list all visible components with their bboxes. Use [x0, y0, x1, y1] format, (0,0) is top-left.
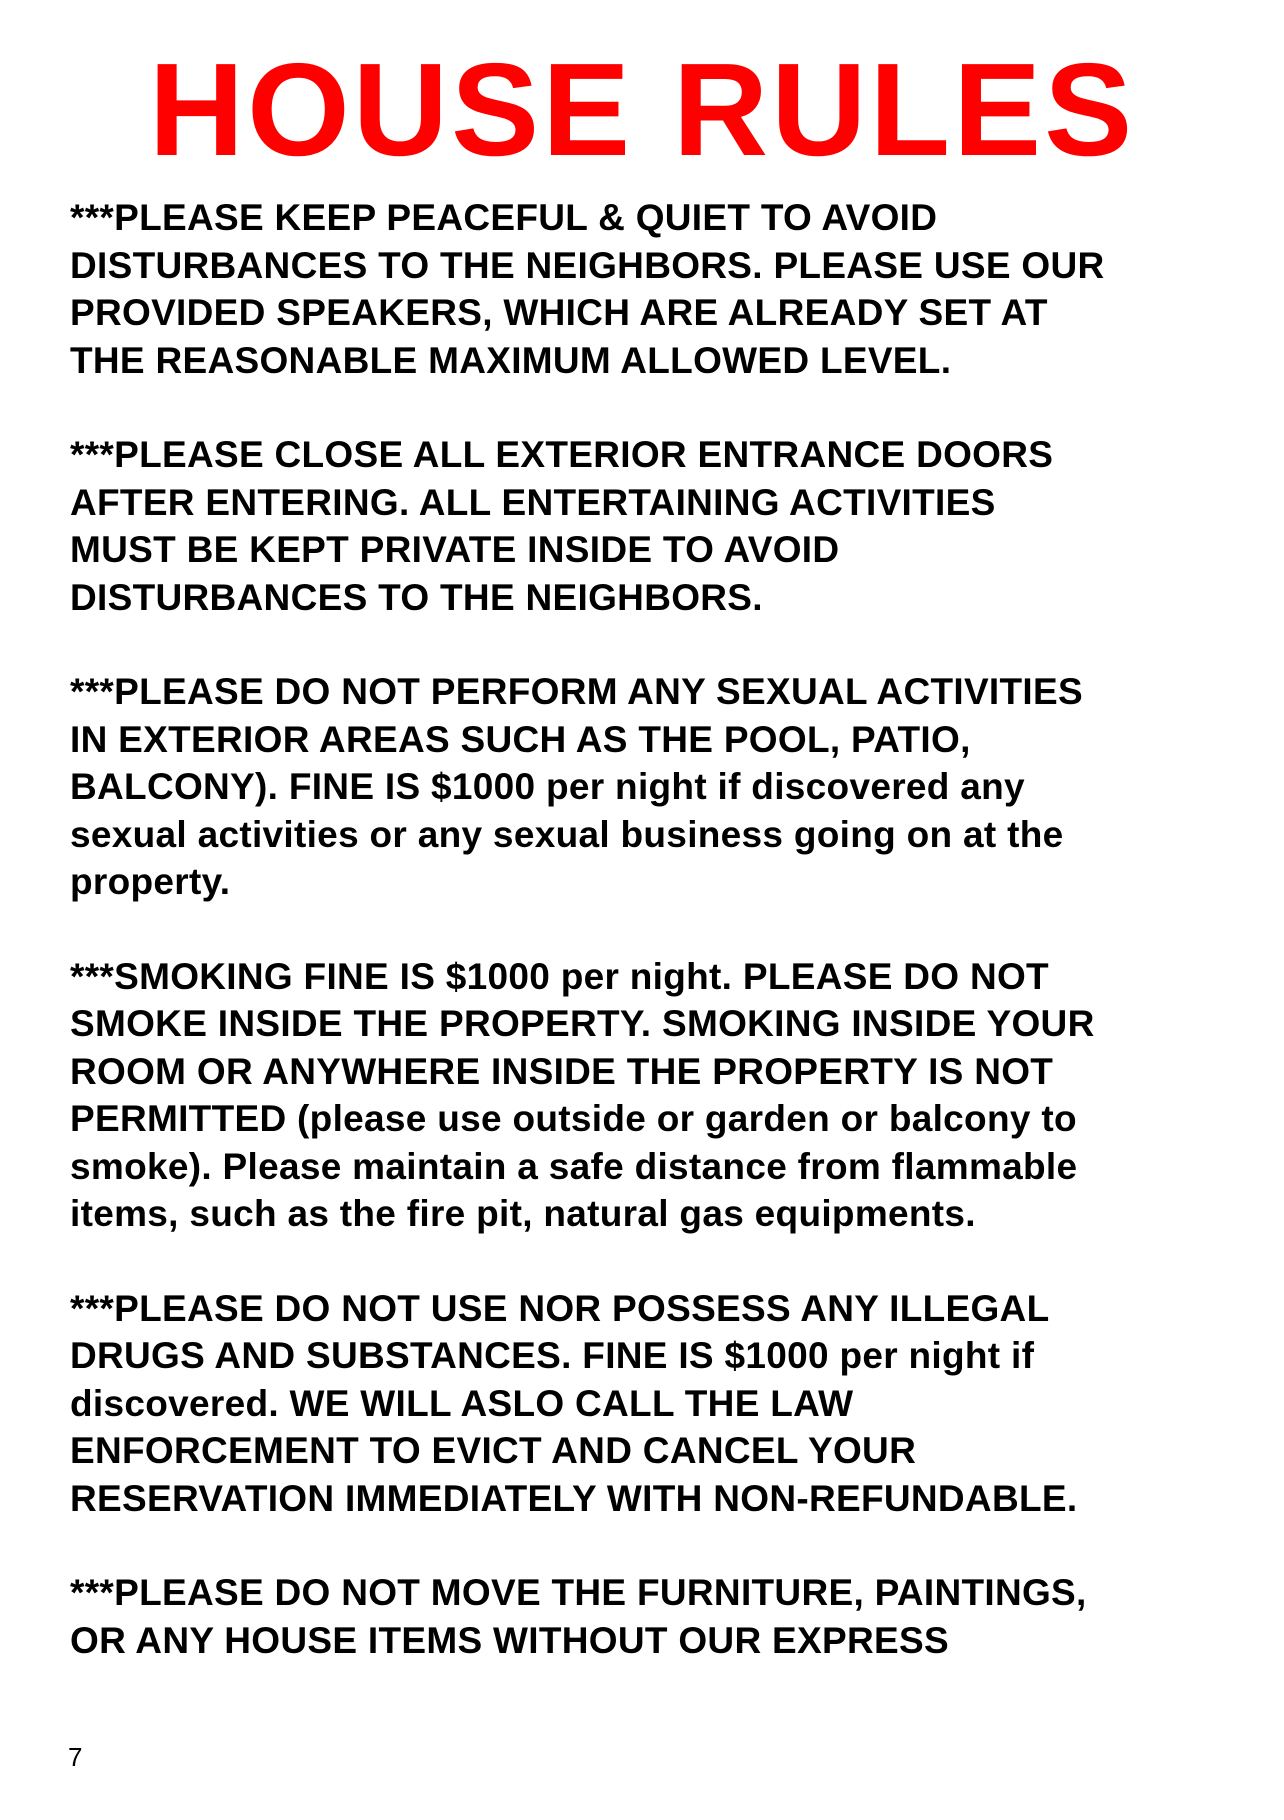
rule-line: IN EXTERIOR AREAS SUCH AS THE POOL, PATIO,: [70, 718, 971, 760]
rule-line: property.: [70, 861, 231, 902]
rule-line: SMOKE INSIDE THE PROPERTY. SMOKING INSIDE YOUR: [70, 1003, 1095, 1044]
rule-line: sexual activities or any sexual business going on at the: [70, 813, 1064, 855]
rule-line: smoke). Please maintain a safe distance from flammable: [70, 1145, 1078, 1187]
rule-line: PERMITTED (please use outside or garden or balcony to: [70, 1098, 1077, 1139]
rule-paragraph: [70, 953, 1220, 1238]
rule-paragraph: [70, 668, 1220, 906]
rule-paragraph: [70, 1285, 1220, 1523]
rules-list: [70, 194, 1220, 1711]
rule-line: ***SMOKING FINE IS $1000 per night. PLEASE DO NOT: [70, 955, 1049, 997]
rule-paragraph: [70, 431, 1220, 621]
rule-line: ***PLEASE DO NOT USE NOR POSSESS ANY ILLEGAL: [70, 1287, 1050, 1329]
rule-line: DISTURBANCES TO THE NEIGHBORS. PLEASE USE OUR: [70, 244, 1105, 286]
rule-line: ***PLEASE DO NOT PERFORM ANY SEXUAL ACTIVITIES: [70, 671, 1083, 712]
rule-line: DISTURBANCES TO THE NEIGHBORS.: [70, 576, 763, 618]
rule-line: ***PLEASE DO NOT MOVE THE FURNITURE, PAINTINGS,: [70, 1572, 1087, 1613]
rule-line: ROOM OR ANYWHERE INSIDE THE PROPERTY IS NOT: [70, 1050, 1054, 1092]
rule-line: BALCONY). FINE IS $1000 per night if discovered any: [70, 766, 1025, 807]
rule-line: items, such as the fire pit, natural gas equipments.: [70, 1193, 976, 1234]
page-number: 7: [68, 1742, 83, 1772]
rule-paragraph: [70, 194, 1220, 384]
rule-line: ***PLEASE KEEP PEACEFUL & QUIET TO AVOID: [70, 197, 938, 238]
rule-line: PROVIDED SPEAKERS, WHICH ARE ALREADY SET AT: [70, 292, 1048, 333]
rule-line: ENFORCEMENT TO EVICT AND CANCEL YOUR: [70, 1430, 917, 1471]
rule-line: OR ANY HOUSE ITEMS WITHOUT OUR EXPRESS: [70, 1619, 949, 1661]
rule-line: ***PLEASE CLOSE ALL EXTERIOR ENTRANCE DOORS: [70, 434, 1054, 475]
rule-line: THE REASONABLE MAXIMUM ALLOWED LEVEL.: [70, 339, 952, 381]
rule-line: MUST BE KEPT PRIVATE INSIDE TO AVOID: [70, 529, 840, 570]
rule-line: discovered. WE WILL ASLO CALL THE LAW: [70, 1382, 854, 1424]
rule-line: AFTER ENTERING. ALL ENTERTAINING ACTIVITIES: [70, 481, 996, 523]
rule-line: DRUGS AND SUBSTANCES. FINE IS $1000 per night if: [70, 1335, 1035, 1376]
rule-paragraph: [70, 1569, 1220, 1664]
rule-line: RESERVATION IMMEDIATELY WITH NON-REFUNDABLE.: [70, 1477, 1078, 1519]
page-title: HOUSE RULES: [148, 36, 1136, 183]
